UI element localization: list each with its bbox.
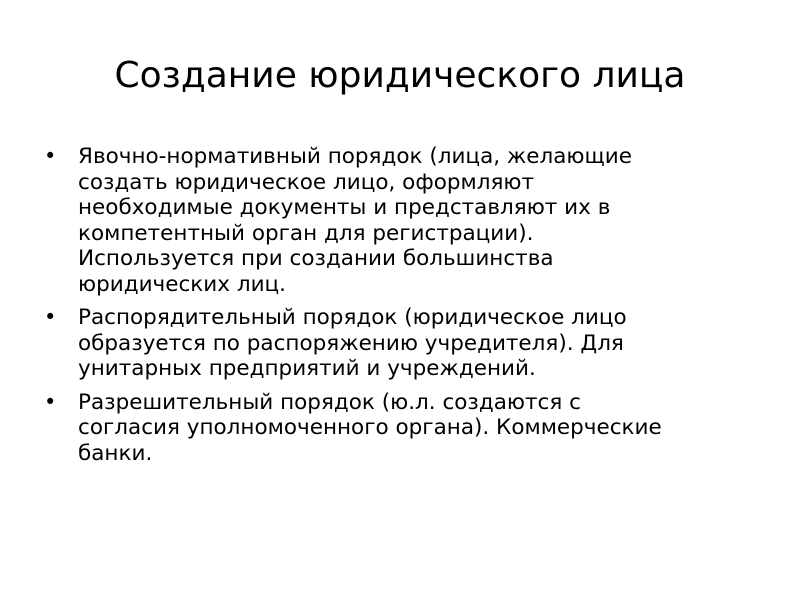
bullet-dot-icon: •	[44, 144, 57, 168]
bullet-line: Явочно-нормативный порядок (лица, желающие	[78, 144, 632, 169]
bullet-line: согласия уполномоченного органа). Коммерческие	[78, 415, 662, 440]
slide-title: Создание юридического лица	[114, 55, 686, 96]
bullet-list	[42, 144, 742, 474]
bullet-line: Распорядительный порядок (юридическое лицо	[78, 305, 627, 330]
bullet-line: образуется по распоряжению учредителя). Для	[78, 330, 624, 356]
bullet-dot-icon: •	[44, 389, 57, 414]
bullet-line: банки.	[78, 440, 153, 466]
bullet-item	[42, 144, 742, 297]
bullet-line: унитарных предприятий и учреждений.	[78, 356, 536, 381]
bullet-item	[42, 390, 742, 467]
bullet-line: компетентный орган для регистрации).	[78, 220, 534, 246]
bullet-line: необходимые документы и представляют их в	[78, 195, 611, 220]
bullet-dot-icon: •	[44, 305, 57, 329]
bullet-line: Разрешительный порядок (ю.л. создаются с	[78, 389, 581, 415]
bullet-line: создать юридическое лицо, оформляют	[78, 169, 535, 195]
bullet-line: Используется при создании большинства	[78, 246, 554, 271]
bullet-item	[42, 305, 742, 382]
bullet-line: юридических лиц.	[78, 271, 287, 297]
